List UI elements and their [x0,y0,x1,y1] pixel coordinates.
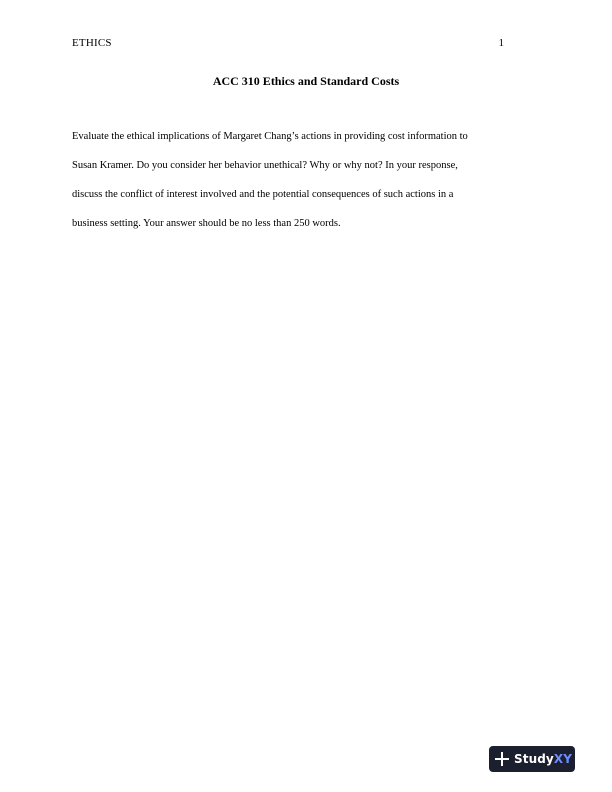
body-line: Evaluate the ethical implications of Margaret Chang’s actions in providing cost information to [72,131,468,142]
page-number: 1 [498,37,504,49]
running-head: ETHICS [72,37,112,49]
logo-brand-main: Study [514,752,554,766]
body-line: Susan Kramer. Do you consider her behavior unethical? Why or why not? In your response, [72,160,458,171]
logo-text [514,752,572,766]
body-line: discuss the conflict of interest involved and the potential consequences of such actions in a [72,189,454,200]
studyxy-logo[interactable] [489,746,575,772]
body-paragraph [72,122,542,238]
plus-icon [495,752,509,766]
body-line: business setting. Your answer should be no less than 250 words. [72,218,341,229]
document-title: ACC 310 Ethics and Standard Costs [212,74,400,88]
logo-brand-accent: XY [553,752,572,766]
